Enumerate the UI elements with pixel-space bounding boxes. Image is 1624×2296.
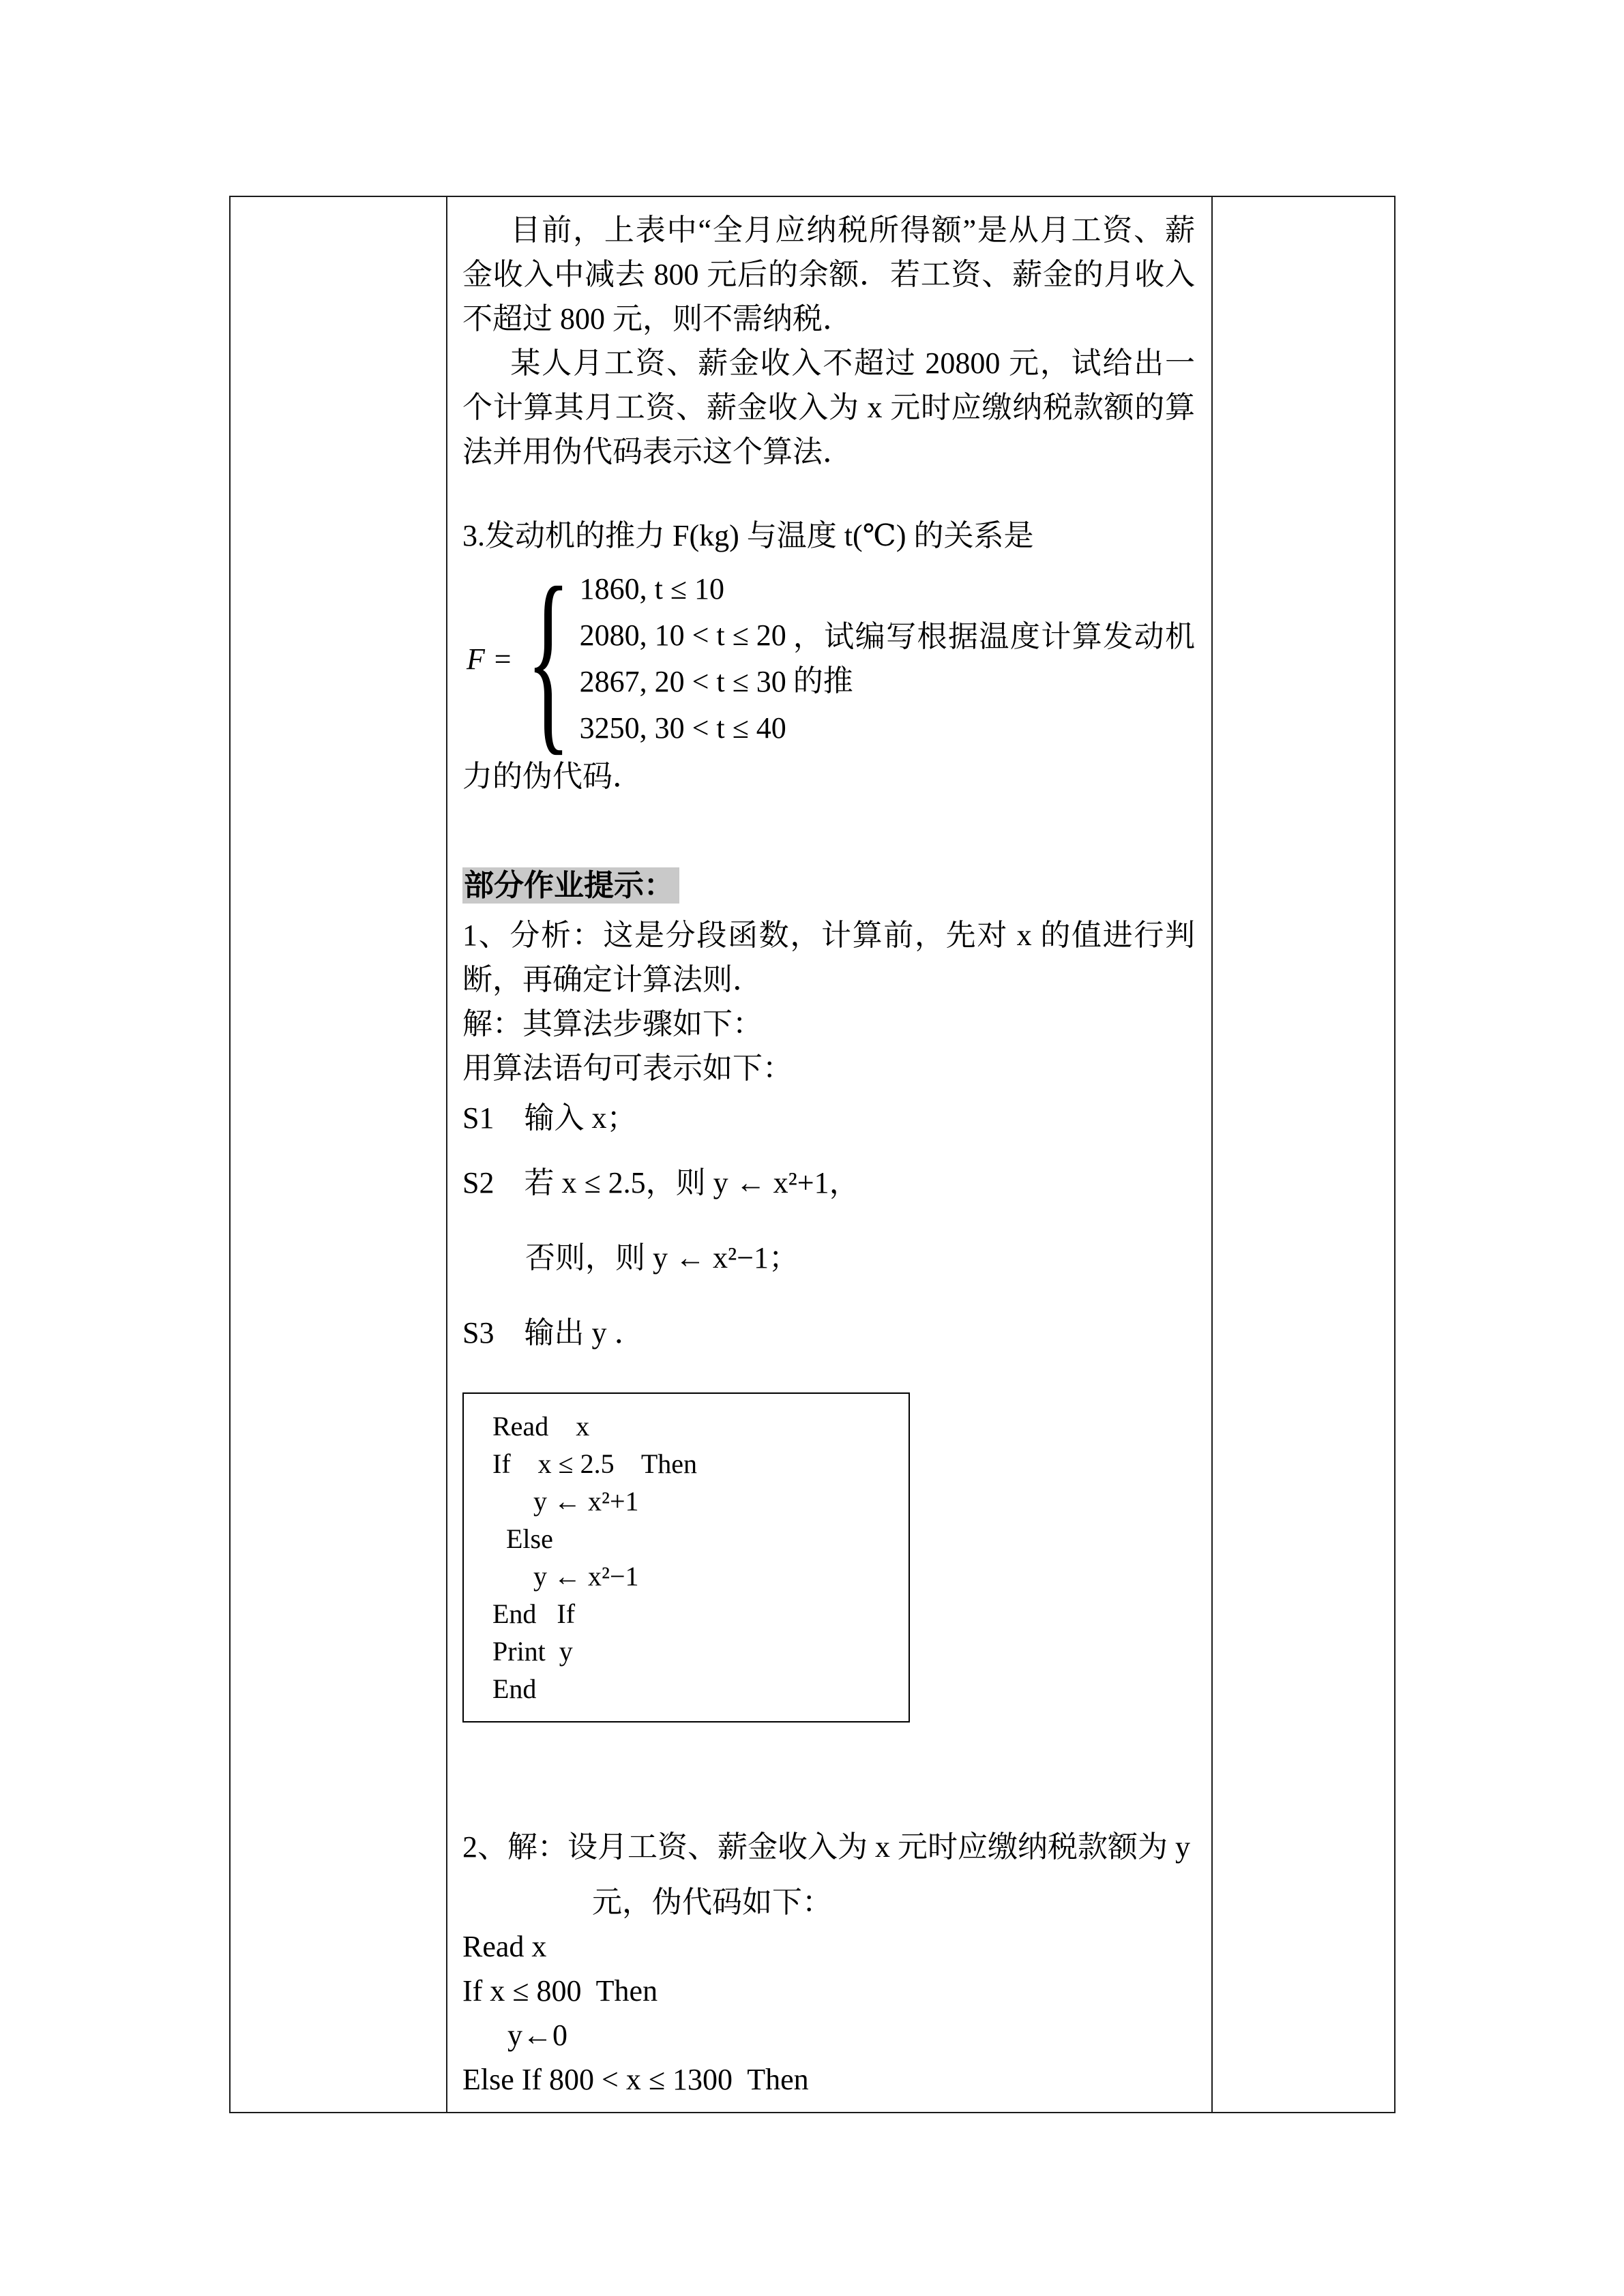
step-s3: S3 输出 y ． (462, 1316, 645, 1350)
piecewise-case-1: 1860, t ≤ 10 (579, 572, 724, 606)
part2-intro: 2、解：设月工资、薪金收入为 x 元时应缴纳税款额为 y (462, 1830, 1190, 1864)
part2-code-line-3: y←0 (462, 2018, 567, 2052)
pseudocode-line-7: Print y (492, 1636, 573, 1667)
part2-code-line-1: Read x (462, 1930, 547, 1963)
hint-statement-label: 用算法语句可表示如下： (462, 1052, 793, 1085)
piecewise-case-4: 3250, 30 < t ≤ 40 (579, 711, 786, 745)
table-main-column (447, 197, 1211, 2112)
paragraph-tax-task: 某人月工资、薪金收入不超过 20800 元，试给出一个计算其月工资、薪金收入为 x 元时应缴纳税款额的算法并用伪代码表示这个算法． (462, 346, 1195, 468)
pseudocode-line-1: Read x (492, 1411, 590, 1442)
piecewise-cases (580, 563, 786, 754)
paragraph-tax-explanation: 目前，上表中“全月应纳税所得额”是从月工资、薪金收入中减去 800 元后的余额．若工资、薪金的月收入不超过 800 元，则不需纳税． (462, 213, 1195, 336)
step-s2-else: 否则，则 y ← x²−1； (525, 1241, 799, 1274)
piecewise-tail-text: ，试编写根据温度计算发动机的推 (793, 620, 1195, 698)
step-s2: S2 若 x ≤ 2.5，则 y ← x²+1， (462, 1166, 859, 1199)
pseudocode-line-4: Else (492, 1523, 553, 1554)
hint-title: 部分作业提示： (462, 867, 679, 904)
part2-intro-continued: 元，伪代码如下： (592, 1885, 832, 1919)
piecewise-function (462, 546, 1195, 772)
hint-solve-label: 解：其算法步骤如下： (462, 1007, 763, 1041)
piecewise-case-3: 2867, 20 < t ≤ 30 (579, 665, 786, 698)
hint-title-row (462, 863, 1195, 908)
table-left-column (231, 197, 447, 2112)
problem3-tail-wrap: 力的伪代码． (462, 760, 643, 793)
hint-analysis: 1、分析：这是分段函数，计算前，先对 x 的值进行判断，再确定计算法则． (462, 919, 1195, 996)
table-right-column (1211, 197, 1394, 2112)
piecewise-lhs: F = (467, 642, 513, 676)
piecewise-case-2: 2080, 10 < t ≤ 20 (579, 618, 786, 652)
step-s1: S1 输入 x； (462, 1101, 637, 1135)
part2-code-line-4: Else If 800 < x ≤ 1300 Then (462, 2063, 809, 2096)
pseudocode-line-5: y ← x²−1 (492, 1561, 639, 1592)
left-brace-glyph: { (526, 546, 570, 772)
problem3-intro: 3.发动机的推力 F(kg) 与温度 t(℃) 的关系是 (462, 519, 1034, 552)
pseudocode-box (462, 1392, 910, 1723)
pseudocode-line-3: y ← x²+1 (492, 1486, 639, 1517)
part2-code-line-2: If x ≤ 800 Then (462, 1974, 658, 2008)
lesson-plan-table (229, 196, 1396, 2113)
pseudocode-line-8: End (492, 1673, 537, 1704)
pseudocode-line-6: End If (492, 1598, 576, 1629)
pseudocode-line-2: If x ≤ 2.5 Then (492, 1448, 698, 1479)
